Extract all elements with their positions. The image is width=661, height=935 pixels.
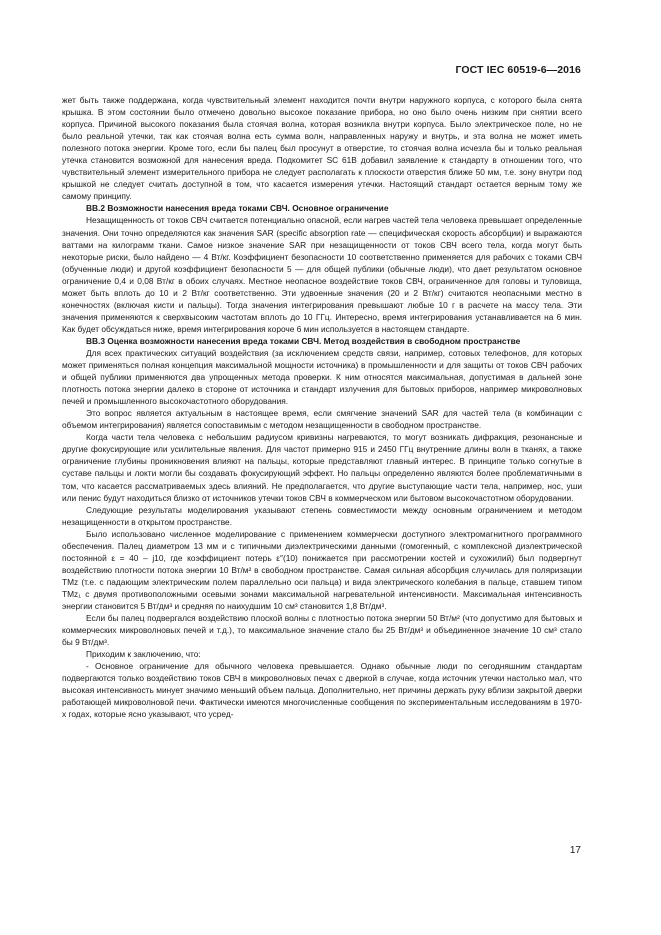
section-heading-bb3: ВВ.3 Оценка возможности нанесения вреда токами СВЧ. Метод воздействия в свободном пространстве [86,335,521,346]
paragraph: Было использовано численное моделирование с применением коммерчески доступного электромагнитного программного обеспечения. Палец диаметром 13 мм и с типичными диэлектрическими данными (гомогенный, с комплексной диэлектрической постоянной ε = 40 – j10, где коэффициент потерь ε″(10) понижается при рассмотрении костей и сухожилий) был подвергнут воздействию плотности потока энергии 10 Вт/м² в свободном пространстве. Самая сильная абсорбция случилась для поляризации TMz (т.е. с падающим электрическим полем параллельно оси пальца) и вида электрического колебания в пальце, ставшем типом TMz₁ с двумя противоположными осевыми зонами максимальной нагревательной интенсивности. Максимальная интенсивность энергии становится 5 Вт/дм³ и средняя по наихудшим 10 см³ становится 1,8 Вт/дм³. [62,528,582,611]
paragraph: Если бы палец подвергался воздействию плоской волны с плотностью потока энергии 50 Вт/м² (что допустимо для бытовых и коммерческих микроволновых печей и т.д.), то максимальное значение стало бы 25 Вт/дм³ и объединенное значение 10 см³ стало бы 9 Вт/дм³. [62,613,582,648]
paragraph: Для всех практических ситуаций воздействия (за исключением средств связи, например, сотовых телефонов, для которых может применяться полная концепция максимальной мощности источника) в промышленности и для защиты от токов СВЧ рабочих и общей публики применяются два упрощенных метода проверки. К ним относятся максимальная, допустимая в дальней зоне плотность потока энергии далеко в стороне от источника и стандарт излучения для бытовых приборов, например микроволновых печей и промышленного высокочастотного оборудования. [62,347,582,407]
paragraph: Следующие результаты моделирования указывают степень совместимости между основным ограничением и методом незащищенности в открытом пространстве. [62,504,582,527]
page-number: 17 [569,845,581,856]
document-header: ГОСТ IEC 60519-6—2016 [455,64,581,76]
paragraph: Когда части тела человека с небольшим радиусом кривизны нагреваются, то могут возникать дифракция, резонансные и другие фокусирующие или усилительные явления. Для частот примерно 915 и 2450 ГГц внутренние длины волн в тканях, а также ограничение глубины проникновения влияют на пальцы, которые представляют главный интерес. В принципе только согнутые в суставе пальцы и локти могли бы создавать фокусирующий эффект. Но пальцы определенно являются более проблематичными в том, что касается рассматриваемых здесь влияний. Не предполагается, что другие выступающие части тела, например, нос, уши или пенис будут находиться близко от источников утечки токов СВЧ в коммерческом или бытовом высокочастотном оборудовании. [62,432,582,503]
paragraph-continuation: жет быть также поддержана, когда чувствительный элемент находится почти внутри наружного корпуса, с которого была снята крышка. В этом состоянии было отмечено довольно высокое показание прибора, но оно было очень низким при снятии всего корпуса. Причиной высокого показания была стоячая волна, которая возникла внутри корпуса. Было электрическое поле, но не было реальной утечки, так как стоячая волна есть сумма волн, направленных наружу и внутрь, и эта волна не может иметь полезного потока энергии. Кроме того, если бы палец был просунут в отверстие, то стоячая волна исчезла бы и только реальная утечка становится возможной для нанесения вреда. Подкомитет SC 61B добавил заявление к стандарту в отношении того, что чувствительный элемент измерительного прибора не следует располагать к плоскости отверстия ближе 50 мм, т.е. зону внутри под крышкой не следует считать доступной в том, что касается измерения утечки. Настоящий стандарт остается верным тому же самому принципу. [62,95,582,202]
list-item: - Основное ограничение для обычного человека превышается. Однако обычные люди по сегодняшним стандартам подвергаются только воздействию токов СВЧ в микроволновых печах с дверкой в случае, когда источник утечки настолько мал, что высокая интенсивность минует значимо меньший объем пальца. Дополнительно, нет причины держать руку вблизи закрытой дверки работающей микроволновой печи. Фактически имеются многочисленные сообщения по экспериментальным исследованиям в 1970-х годах, которые ясно указывают, что усред- [62,661,582,720]
paragraph: Это вопрос является актуальным в настоящее время, если смягчение значений SAR для частей тела (в комбинации с объемом интегрирования) является сопоставимым с методом незащищенности в свободном пространстве. [62,408,582,431]
document-body [62,94,582,720]
paragraph: Приходим к заключению, что: [86,649,201,660]
paragraph: Незащищенность от токов СВЧ считается потенциально опасной, если нагрев частей тела человека превышает определенные значения. Они точно определяются как значения SAR (specific absorption rate — специфическая скорость абсорбции) и выражаются ваттами на килограмм ткани. Самое низкое значение SAR при незащищенности от токов СВЧ всего тела, когда могут быть некоторые риски, было найдено — 4 Вт/кг. Коэффициент безопасности 10 соответственно применяется для рабочих с токами СВЧ (обученные люди) и другой коэффициент безопасности 5 — для общей публики (обычные люди), что дает результатом основное ограничение 0,4 и 0,08 Вт/кг в обоих случаях. Местное неопасное воздействие токов СВЧ, ограниченное для головы и туловища, может быть вплоть до 10 и 2 Вт/кг соответственно. Эти удвоенные значения (20 и 2 Вт/кг) считаются неопасными местно в конечностях (включая кисти и пальцы). Тогда значения интегрирования превышают любые 10 г в расчете на массу тела. Эти значения применяются к сверхвысоким частотам вплоть до 10 ГГц. Интересно, время интегрирования устанавливается на 6 мин. Как будет обсуждаться ниже, время интегрирования короче 6 мин используется в настоящем стандарте. [62,215,582,334]
section-heading-bb2: ВВ.2 Возможности нанесения вреда токами СВЧ. Основное ограничение [86,203,389,214]
